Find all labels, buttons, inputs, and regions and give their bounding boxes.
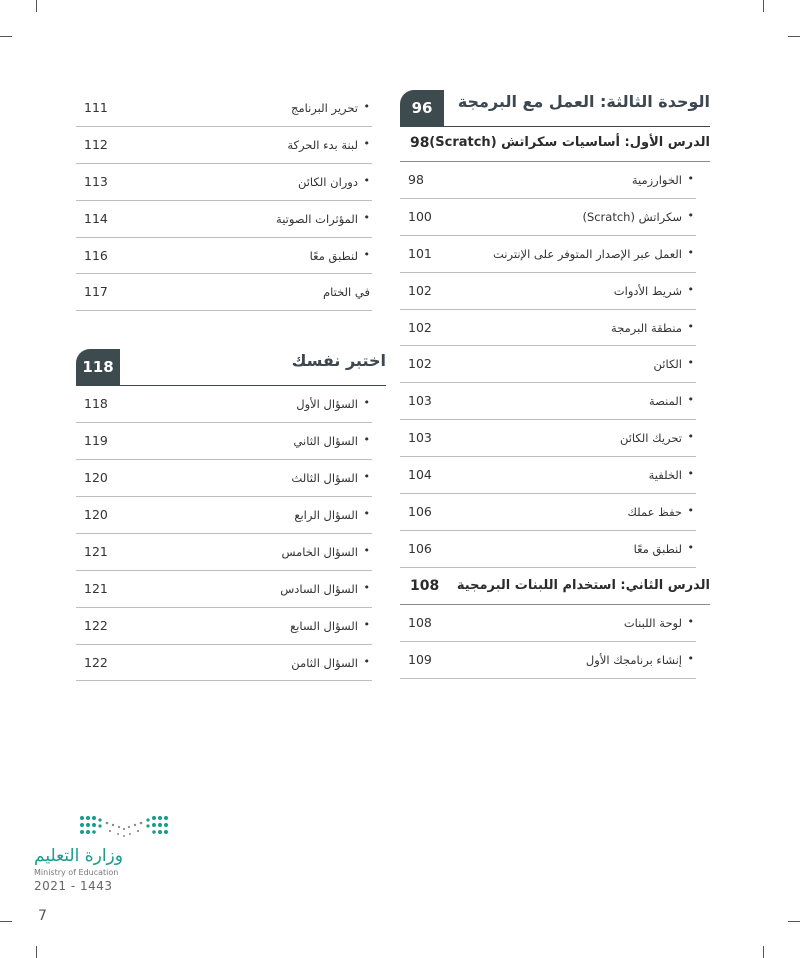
toc-entry-page: 102 bbox=[408, 319, 432, 335]
ministry-logo-year: 2021 - 1443 bbox=[34, 879, 113, 893]
crop-mark bbox=[36, 0, 37, 12]
toc-entry-label: السؤال السادس bbox=[280, 581, 358, 596]
bullet-icon: • bbox=[687, 614, 694, 628]
toc-entry-label: المنصة bbox=[649, 394, 682, 409]
lesson1-header bbox=[400, 127, 710, 162]
toc-entry-label: لنطبق معًا bbox=[309, 248, 358, 263]
toc-entry-label: شريط الأدوات bbox=[613, 283, 682, 298]
ministry-logo-dots-icon bbox=[78, 812, 170, 842]
crop-mark bbox=[0, 36, 12, 37]
toc-entry[interactable] bbox=[400, 273, 696, 310]
toc-entry[interactable] bbox=[400, 531, 696, 568]
continued-list bbox=[76, 90, 386, 274]
toc-entry[interactable] bbox=[76, 571, 372, 608]
bullet-icon: • bbox=[363, 173, 370, 187]
toc-entry[interactable] bbox=[76, 127, 372, 164]
lesson2-title: الدرس الثاني: استخدام اللبنات البرمجية bbox=[456, 577, 710, 593]
toc-entry-page: 103 bbox=[408, 393, 432, 409]
toc-entry-page: 116 bbox=[84, 247, 108, 263]
unit3-title: الوحدة الثالثة: العمل مع البرمجة bbox=[457, 92, 710, 111]
toc-entry[interactable] bbox=[76, 497, 372, 534]
toc-entry-label: لنطبق معًا bbox=[633, 541, 682, 556]
toc-entry[interactable] bbox=[76, 608, 372, 645]
toc-entry-label: لبنة بدء الحركة bbox=[287, 137, 358, 152]
toc-entry-label: تحريك الكائن bbox=[619, 431, 682, 446]
toc-entry[interactable] bbox=[400, 199, 696, 236]
toc-entry-page: 114 bbox=[84, 210, 108, 226]
bullet-icon: • bbox=[363, 396, 370, 410]
bullet-icon: • bbox=[687, 208, 694, 222]
toc-entry[interactable] bbox=[400, 346, 696, 383]
toc-entry-page: 122 bbox=[84, 617, 108, 633]
bullet-icon: • bbox=[363, 433, 370, 447]
bullet-icon: • bbox=[687, 319, 694, 333]
toc-entry-label: الكائن bbox=[653, 357, 682, 372]
crop-mark bbox=[763, 0, 764, 12]
bullet-icon: • bbox=[363, 136, 370, 150]
toc-entry[interactable] bbox=[400, 642, 696, 679]
toc-entry-page: 117 bbox=[84, 284, 108, 300]
page-number: 7 bbox=[38, 908, 47, 924]
toc-entry-page: 103 bbox=[408, 430, 432, 446]
toc-entry[interactable] bbox=[76, 460, 372, 497]
toc-entry-page: 121 bbox=[84, 543, 108, 559]
crop-mark bbox=[0, 921, 12, 922]
toc-entry-page: 101 bbox=[408, 245, 432, 261]
toc-entry-label: منطقة البرمجة bbox=[611, 320, 682, 335]
bullet-icon: • bbox=[687, 282, 694, 296]
toc-entry-label: المؤثرات الصوتية bbox=[276, 211, 358, 226]
bullet-icon: • bbox=[687, 393, 694, 407]
bullet-icon: • bbox=[363, 210, 370, 224]
bullet-icon: • bbox=[363, 617, 370, 631]
bullet-icon: • bbox=[687, 504, 694, 518]
toc-entry-page: 112 bbox=[84, 136, 108, 152]
toc-entry-page: 120 bbox=[84, 470, 108, 486]
bullet-icon: • bbox=[363, 247, 370, 261]
bullet-icon: • bbox=[363, 100, 370, 113]
toc-entry-page: 106 bbox=[408, 504, 432, 520]
toc-entry-page: 108 bbox=[408, 614, 432, 630]
toc-entry-label: السؤال الثاني bbox=[293, 434, 358, 449]
crop-mark bbox=[36, 946, 37, 958]
toc-right-column bbox=[400, 88, 710, 679]
toc-entry-page: 111 bbox=[84, 100, 108, 115]
toc-entry[interactable] bbox=[76, 90, 372, 127]
toc-entry[interactable] bbox=[400, 236, 696, 273]
bullet-icon: • bbox=[687, 356, 694, 370]
bullet-icon: • bbox=[687, 540, 694, 554]
toc-left-column bbox=[76, 90, 386, 681]
toc-entry[interactable] bbox=[400, 420, 696, 457]
toc-entry-page: 120 bbox=[84, 507, 108, 523]
lesson2-page: 108 bbox=[410, 577, 440, 594]
bullet-icon: • bbox=[687, 172, 694, 185]
toc-entry-label: العمل عبر الإصدار المتوفر على الإنترنت bbox=[493, 246, 682, 261]
toc-entry[interactable] bbox=[400, 605, 696, 642]
toc-entry-page: 102 bbox=[408, 356, 432, 372]
ministry-logo-english: Ministry of Education bbox=[34, 868, 119, 877]
toc-entry[interactable] bbox=[76, 423, 372, 460]
lesson2-list bbox=[400, 605, 710, 679]
unit3-page-badge: 96 bbox=[400, 90, 444, 126]
toc-entry-label: لوحة اللبنات bbox=[623, 615, 682, 630]
unit3-header bbox=[400, 88, 710, 127]
toc-entry[interactable] bbox=[400, 494, 696, 531]
toc-entry-page: 109 bbox=[408, 651, 432, 667]
toc-entry-page: 119 bbox=[84, 433, 108, 449]
toc-entry-label: السؤال الأول bbox=[296, 397, 358, 412]
bullet-icon: • bbox=[687, 430, 694, 444]
bullet-icon: • bbox=[687, 467, 694, 481]
toc-entry[interactable] bbox=[400, 310, 696, 347]
toc-entry-page: 98 bbox=[408, 172, 424, 187]
toc-entry-label: السؤال الثامن bbox=[291, 655, 358, 670]
toc-entry[interactable] bbox=[76, 534, 372, 571]
toc-entry[interactable] bbox=[76, 238, 372, 275]
bullet-icon: • bbox=[363, 654, 370, 668]
crop-mark bbox=[788, 921, 800, 922]
bullet-icon: • bbox=[363, 543, 370, 557]
toc-entry-page: 100 bbox=[408, 208, 432, 224]
toc-entry[interactable] bbox=[76, 386, 372, 423]
bullet-icon: • bbox=[363, 580, 370, 594]
toc-entry-label: حفظ عملك bbox=[627, 505, 682, 520]
toc-entry[interactable] bbox=[400, 457, 696, 494]
lesson1-page: 98 bbox=[410, 135, 430, 151]
toc-entry[interactable] bbox=[400, 162, 696, 199]
toc-entry-label: تحرير البرنامج bbox=[291, 101, 358, 115]
toc-entry-page: 122 bbox=[84, 654, 108, 670]
lesson1-title: الدرس الأول: أساسيات سكراتش (Scratch) bbox=[429, 135, 710, 150]
toc-entry-label: السؤال الثالث bbox=[291, 471, 358, 486]
crop-mark bbox=[788, 36, 800, 37]
toc-entry-label: الخلفية bbox=[648, 468, 682, 483]
ministry-logo-arabic: وزارة التعليم bbox=[34, 846, 123, 866]
toc-entry[interactable] bbox=[76, 201, 372, 238]
bullet-icon: • bbox=[363, 507, 370, 521]
toc-entry-page: 102 bbox=[408, 282, 432, 298]
toc-entry-page: 118 bbox=[84, 396, 108, 412]
toc-entry-label: السؤال السابع bbox=[290, 618, 358, 633]
toc-entry-page: 113 bbox=[84, 173, 108, 189]
toc-entry[interactable] bbox=[400, 383, 696, 420]
toc-entry[interactable] bbox=[76, 164, 372, 201]
test-yourself-page-badge: 118 bbox=[76, 349, 120, 385]
toc-entry-closing[interactable] bbox=[76, 274, 372, 311]
toc-entry-label: السؤال الرابع bbox=[294, 508, 358, 523]
toc-entry-label: سكراتش (Scratch) bbox=[582, 209, 682, 224]
toc-entry-label: السؤال الخامس bbox=[281, 544, 358, 559]
toc-entry-label: في الختام bbox=[323, 285, 370, 300]
toc-entry-label: دوران الكائن bbox=[297, 174, 358, 189]
test-yourself-header bbox=[76, 347, 386, 386]
bullet-icon: • bbox=[687, 651, 694, 665]
test-yourself-title: اختبر نفسك bbox=[291, 351, 386, 371]
crop-mark bbox=[763, 946, 764, 958]
toc-entry[interactable] bbox=[76, 645, 372, 682]
bullet-icon: • bbox=[687, 245, 694, 259]
lesson1-list bbox=[400, 162, 710, 568]
toc-entry-page: 121 bbox=[84, 580, 108, 596]
bullet-icon: • bbox=[363, 470, 370, 484]
toc-entry-label: الخوارزمية bbox=[631, 173, 682, 187]
toc-entry-page: 106 bbox=[408, 540, 432, 556]
toc-entry-label: إنشاء برنامجك الأول bbox=[585, 652, 682, 667]
lesson2-header bbox=[400, 570, 710, 605]
toc-entry-page: 104 bbox=[408, 467, 432, 483]
ministry-logo bbox=[34, 812, 174, 893]
test-yourself-list bbox=[76, 386, 386, 681]
